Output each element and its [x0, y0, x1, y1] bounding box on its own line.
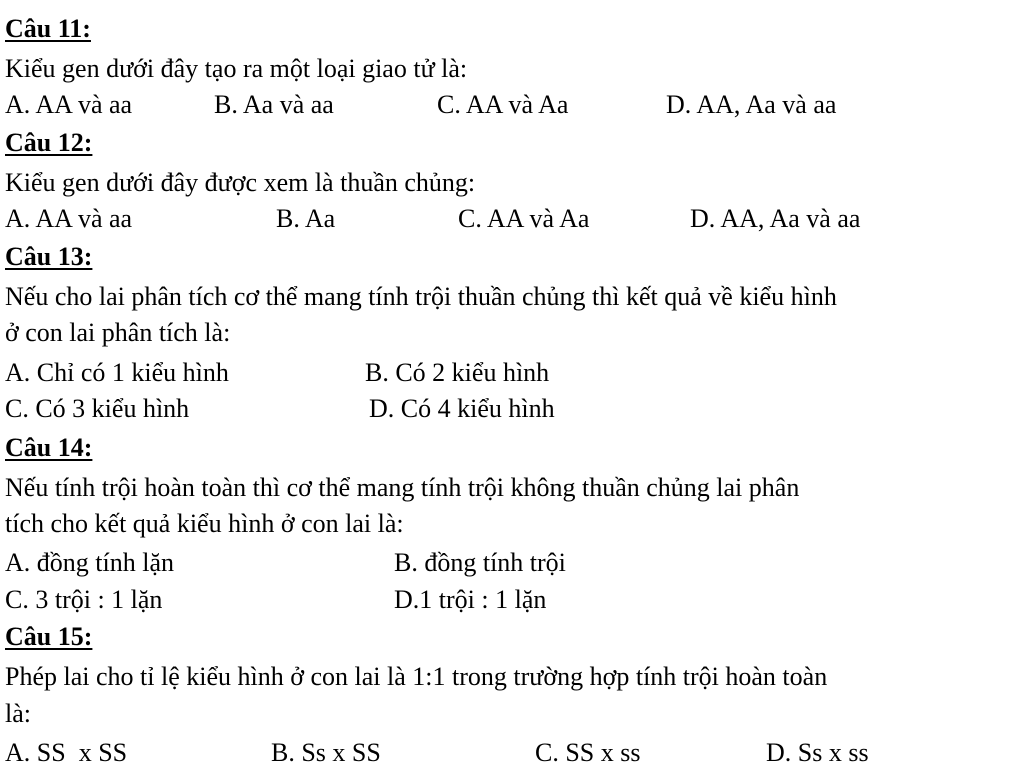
question-12-option-b: B. Aa	[276, 204, 336, 233]
question-14-option-a: A. đồng tính lặn	[5, 548, 174, 577]
question-15-option-c: C. SS x ss	[535, 738, 641, 767]
question-12-heading: Câu 12:	[5, 128, 93, 157]
question-13-option-d: D. Có 4 kiểu hình	[369, 394, 555, 423]
question-13-stem-line-2: ở con lai phân tích là:	[5, 318, 231, 347]
question-15-option-b: B. Ss x SS	[271, 738, 381, 767]
question-12-option-a: A. AA và aa	[5, 204, 133, 233]
question-11-heading: Câu 11:	[5, 14, 91, 43]
question-11-option-c: C. AA và Aa	[437, 90, 569, 119]
question-14-stem-line-2: tích cho kết quả kiểu hình ở con lai là:	[5, 509, 404, 538]
question-12-option-c: C. AA và Aa	[458, 204, 590, 233]
question-14-stem-line-1: Nếu tính trội hoàn toàn thì cơ thể mang tính trội không thuần chủng lai phân	[5, 473, 800, 502]
question-11-option-d: D. AA, Aa và aa	[666, 90, 837, 119]
question-14-option-c: C. 3 trội : 1 lặn	[5, 585, 163, 614]
question-11-stem: Kiểu gen dưới đây tạo ra một loại giao tử là:	[5, 54, 468, 83]
question-13-heading: Câu 13:	[5, 242, 93, 271]
question-15-heading: Câu 15:	[5, 622, 93, 651]
question-15-option-d: D. Ss x ss	[766, 738, 869, 767]
question-15-stem-line-1: Phép lai cho tỉ lệ kiểu hình ở con lai là 1:1 trong trường hợp tính trội hoàn toàn	[5, 662, 828, 691]
question-11-option-b: B. Aa và aa	[214, 90, 334, 119]
question-13-option-b: B. Có 2 kiểu hình	[365, 358, 550, 387]
question-13-option-c: C. Có 3 kiểu hình	[5, 394, 190, 423]
question-15-stem-line-2: là:	[5, 699, 31, 728]
question-14-option-b: B. đồng tính trội	[394, 548, 566, 577]
question-12-stem: Kiểu gen dưới đây được xem là thuần chủng:	[5, 168, 476, 197]
question-11-option-a: A. AA và aa	[5, 90, 133, 119]
question-13-stem-line-1: Nếu cho lai phân tích cơ thể mang tính trội thuần chủng thì kết quả về kiểu hình	[5, 282, 837, 311]
question-12-option-d: D. AA, Aa và aa	[690, 204, 861, 233]
question-14-heading: Câu 14:	[5, 433, 93, 462]
question-13-option-a: A. Chỉ có 1 kiểu hình	[5, 358, 229, 387]
question-15-option-a: A. SS x SS	[5, 738, 128, 767]
question-14-option-d: D.1 trội : 1 lặn	[394, 585, 547, 614]
